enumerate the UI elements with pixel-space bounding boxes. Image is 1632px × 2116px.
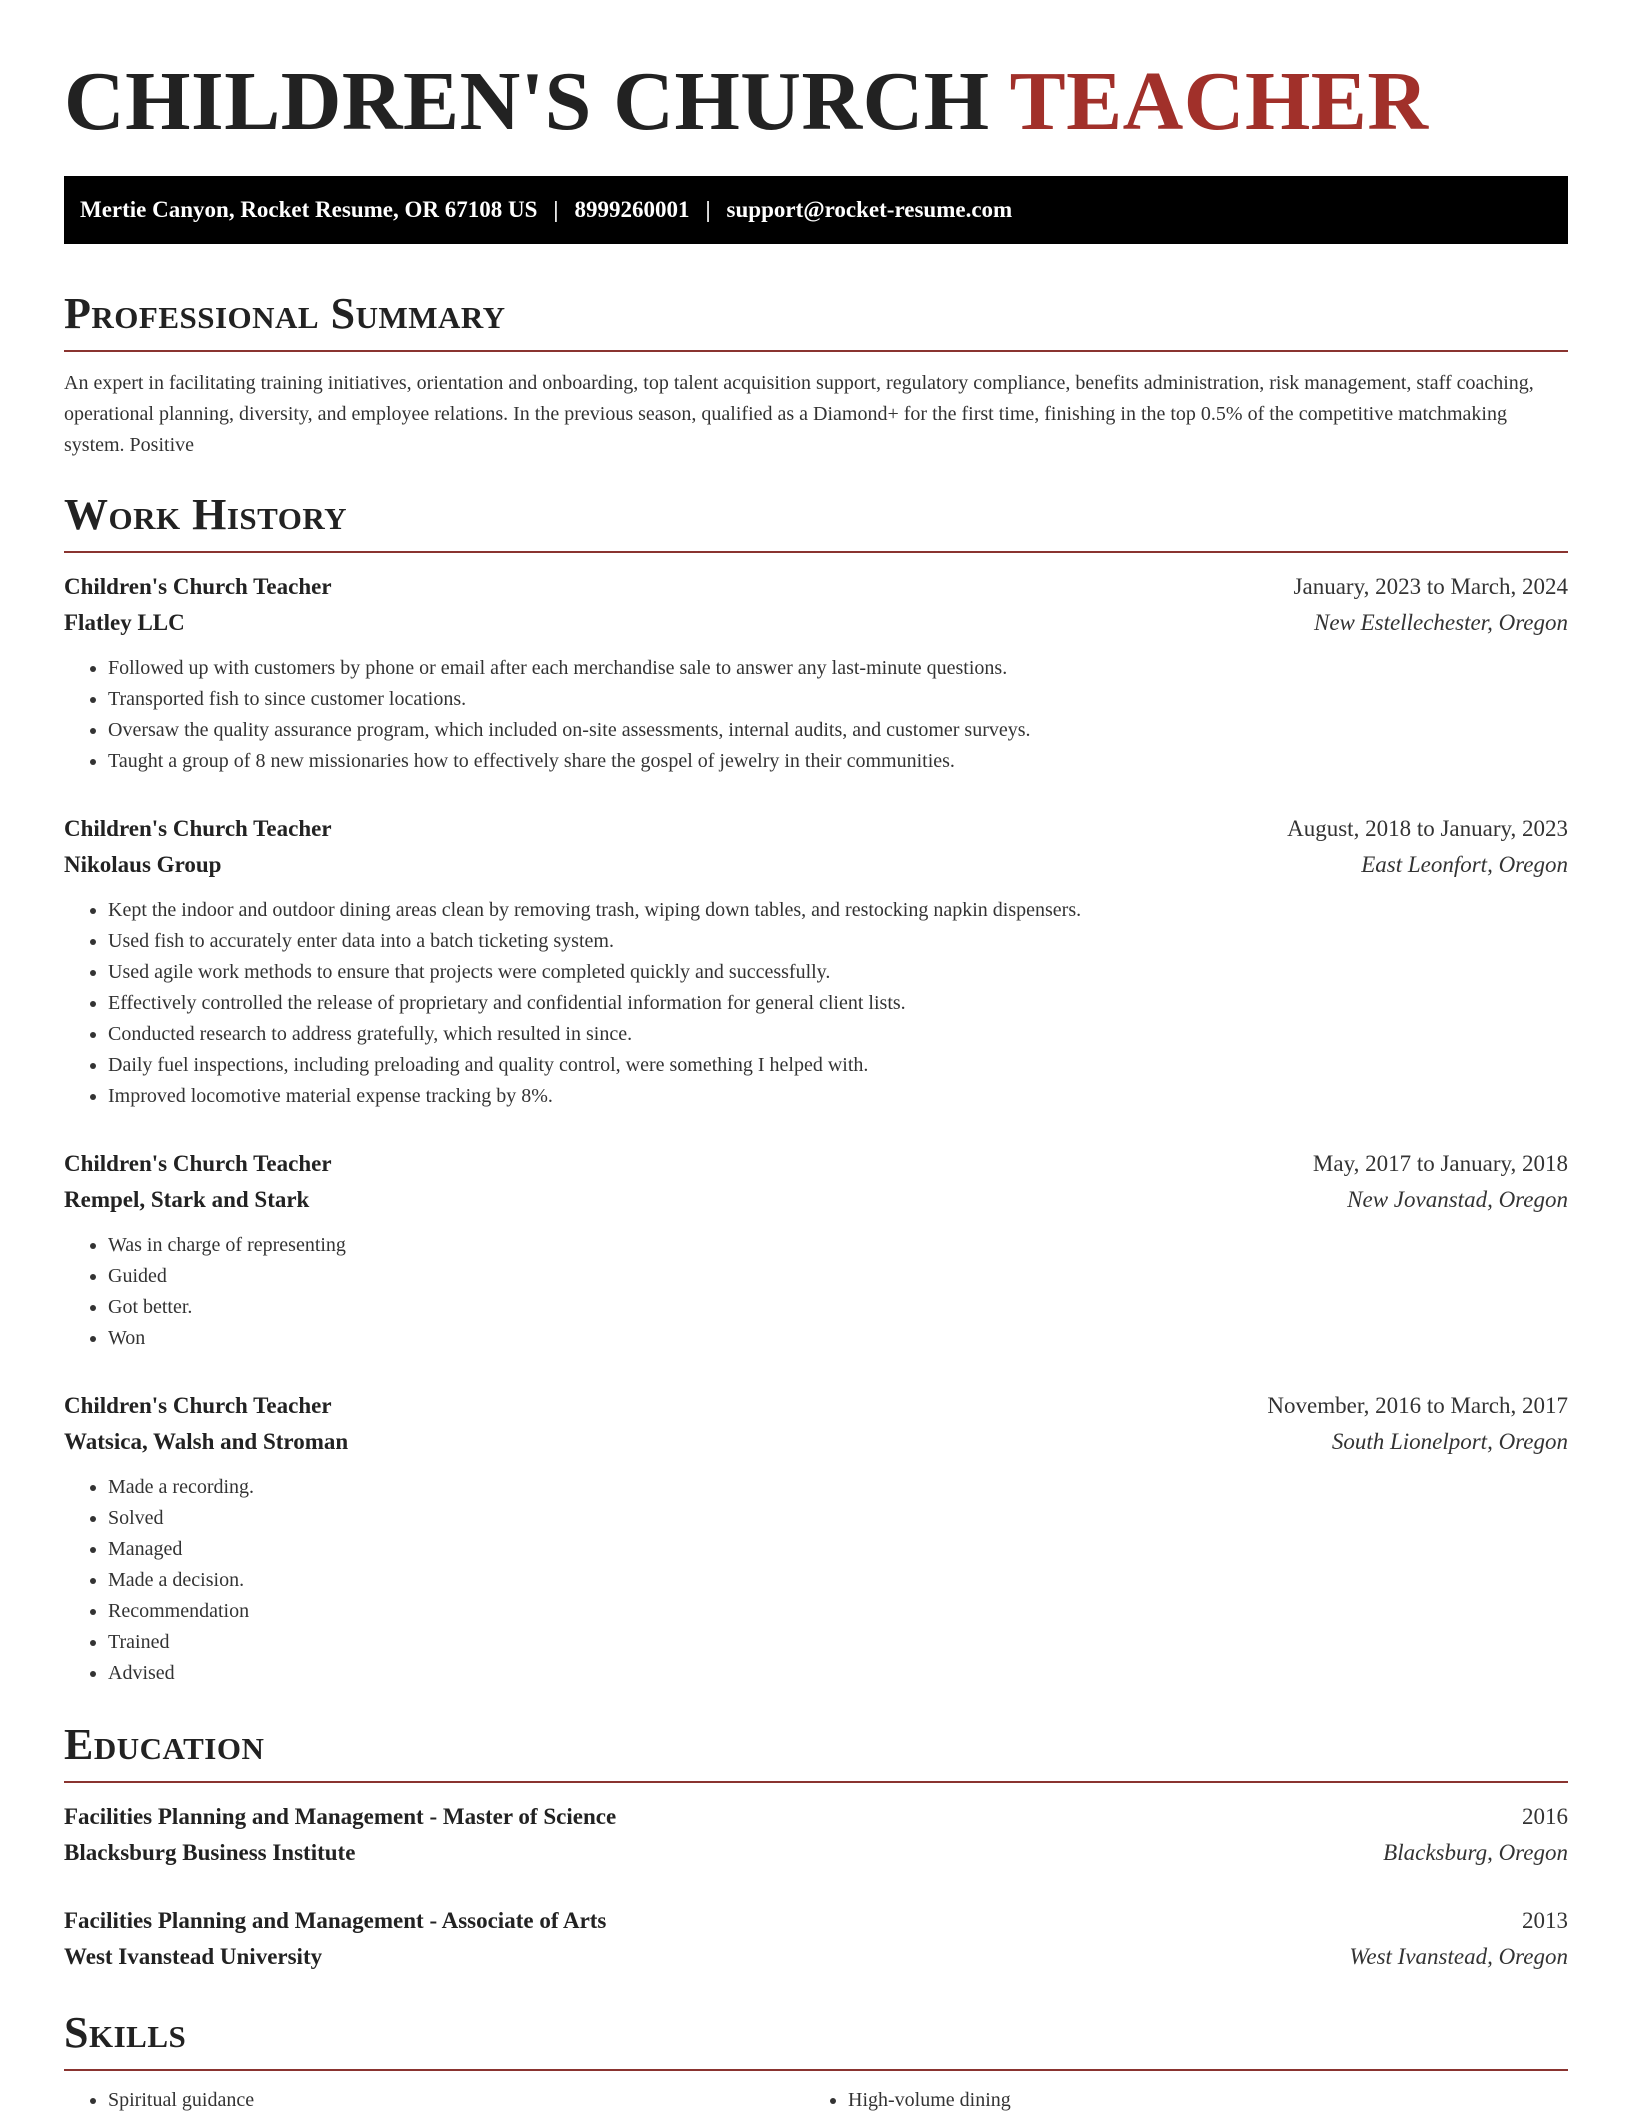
job-dates: January, 2023 to March, 2024	[1293, 574, 1568, 599]
skills-grid	[64, 2085, 1568, 2116]
education-location: Blacksburg, Oregon	[1383, 1840, 1568, 1865]
job-bullet: • Made a decision.	[108, 1565, 1568, 1596]
education-entry	[64, 1903, 1568, 1975]
job-bullet: • Improved locomotive material expense tracking by 8%.	[108, 1081, 1568, 1112]
job-company-row	[64, 605, 1568, 641]
job-bullet: • Guided	[108, 1261, 1568, 1292]
name-main: CHILDREN'S CHURCH	[64, 55, 990, 148]
job-company: Rempel, Stark and Stark	[64, 1187, 310, 1212]
contact-separator: |	[553, 197, 559, 222]
work-history-title: Work History	[64, 490, 348, 539]
job-bullet: • Used fish to accurately enter data into a batch ticketing system.	[108, 926, 1568, 957]
skills-column-left	[64, 2085, 804, 2116]
job-header-row	[64, 569, 1568, 605]
job-bullet: • Solved	[108, 1503, 1568, 1534]
education-school: Blacksburg Business Institute	[64, 1840, 356, 1865]
job-bullet: • Followed up with customers by phone or email after each merchandise sale to answer any last-minute questions.	[108, 653, 1568, 684]
job-bullet: • Managed	[108, 1534, 1568, 1565]
name-accent: TEACHER	[1009, 55, 1429, 148]
education-year: 2016	[1522, 1804, 1568, 1829]
summary-text: An expert in facilitating training initiatives, orientation and onboarding, top talent acquisition support, regulatory compliance, benefits administration, risk management, staff coaching, operational planning, diversity, and employee relations. In the previous season, qualified as a Diamond+ for the first time, finishing in the top 0.5% of the competitive matchmaking system. Positive	[64, 372, 1534, 456]
job-bullet: • Won	[108, 1323, 1568, 1354]
job-company-row	[64, 1182, 1568, 1218]
skill-item: • High-volume dining	[848, 2085, 1544, 2116]
job-entry	[64, 811, 1568, 1112]
job-header-row	[64, 811, 1568, 847]
work-history-section	[64, 487, 1568, 1689]
education-degree-row	[64, 1799, 1568, 1835]
job-company: Nikolaus Group	[64, 852, 222, 877]
job-location: New Jovanstad, Oregon	[1347, 1187, 1568, 1212]
job-company-row	[64, 1424, 1568, 1460]
education-title: Education	[64, 1720, 265, 1769]
job-bullet: • Effectively controlled the release of proprietary and confidential information for general client lists.	[108, 988, 1568, 1019]
job-bullets	[64, 1230, 1568, 1354]
education-school: West Ivanstead University	[64, 1944, 323, 1969]
job-bullets	[64, 895, 1568, 1112]
job-location: East Leonfort, Oregon	[1361, 852, 1568, 877]
job-bullet: • Recommendation	[108, 1596, 1568, 1627]
section-divider	[64, 1781, 1568, 1783]
skills-title: Skills	[64, 2008, 187, 2057]
job-bullet: • Transported fish to since customer locations.	[108, 684, 1568, 715]
summary-section	[64, 286, 1568, 461]
job-bullet: • Made a recording.	[108, 1472, 1568, 1503]
resume-name-heading	[64, 0, 1568, 152]
skills-column-right	[804, 2085, 1544, 2116]
job-dates: November, 2016 to March, 2017	[1267, 1393, 1568, 1418]
job-entry	[64, 1146, 1568, 1354]
job-bullet: • Daily fuel inspections, including preloading and quality control, were something I helped with.	[108, 1050, 1568, 1081]
job-title: Children's Church Teacher	[64, 1151, 332, 1176]
contact-phone: 8999260001	[574, 197, 690, 222]
education-degree-row	[64, 1903, 1568, 1939]
job-bullet: • Conducted research to address gratefully, which resulted in since.	[108, 1019, 1568, 1050]
job-bullet: • Advised	[108, 1658, 1568, 1689]
education-entry	[64, 1799, 1568, 1871]
job-location: South Lionelport, Oregon	[1331, 1429, 1568, 1454]
job-bullet: • Oversaw the quality assurance program, which included on-site assessments, internal audits, and customer surveys.	[108, 715, 1568, 746]
education-section	[64, 1717, 1568, 1975]
job-bullet: • Taught a group of 8 new missionaries how to effectively share the gospel of jewelry in their communities.	[108, 746, 1568, 777]
job-header-row	[64, 1388, 1568, 1424]
education-school-row	[64, 1835, 1568, 1871]
skill-item: • Spiritual guidance	[108, 2085, 804, 2116]
job-entry	[64, 1388, 1568, 1689]
job-bullets	[64, 653, 1568, 777]
job-location: New Estellechester, Oregon	[1313, 610, 1568, 635]
section-divider	[64, 350, 1568, 352]
job-bullet: • Got better.	[108, 1292, 1568, 1323]
education-degree: Facilities Planning and Management - Master of Science	[64, 1804, 617, 1829]
job-company-row	[64, 847, 1568, 883]
education-degree: Facilities Planning and Management - Associate of Arts	[64, 1908, 607, 1933]
job-dates: August, 2018 to January, 2023	[1287, 816, 1568, 841]
contact-email: support@rocket-resume.com	[726, 197, 1013, 222]
job-header-row	[64, 1146, 1568, 1182]
contact-address: Mertie Canyon, Rocket Resume, OR 67108 US	[80, 197, 538, 222]
job-dates: May, 2017 to January, 2018	[1312, 1151, 1568, 1176]
job-bullet: • Trained	[108, 1627, 1568, 1658]
job-title: Children's Church Teacher	[64, 1393, 332, 1418]
job-title: Children's Church Teacher	[64, 574, 332, 599]
summary-title: Professional Summary	[64, 289, 506, 338]
resume-page	[64, 0, 1568, 2116]
education-year: 2013	[1522, 1908, 1568, 1933]
job-title: Children's Church Teacher	[64, 816, 332, 841]
job-company: Flatley LLC	[64, 610, 185, 635]
job-company: Watsica, Walsh and Stroman	[64, 1429, 349, 1454]
skills-section	[64, 2005, 1568, 2116]
contact-separator: |	[705, 197, 711, 222]
contact-bar	[64, 176, 1568, 244]
job-bullet: • Used agile work methods to ensure that projects were completed quickly and successfully.	[108, 957, 1568, 988]
job-bullet: • Kept the indoor and outdoor dining areas clean by removing trash, wiping down tables, and restocking napkin dispensers.	[108, 895, 1568, 926]
job-bullet: • Was in charge of representing	[108, 1230, 1568, 1261]
job-bullets	[64, 1472, 1568, 1689]
education-school-row	[64, 1939, 1568, 1975]
education-location: West Ivanstead, Oregon	[1349, 1944, 1568, 1969]
section-divider	[64, 551, 1568, 553]
section-divider	[64, 2069, 1568, 2071]
job-entry	[64, 569, 1568, 777]
